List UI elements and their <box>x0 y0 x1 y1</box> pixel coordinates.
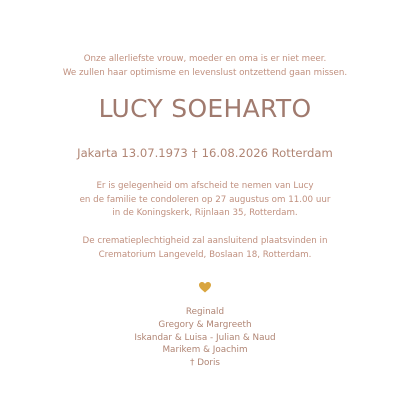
cremation-line: De crematieplechtigheid zal aansluitend plaatsvinden in <box>82 236 328 246</box>
birth-date: Jakarta 13.07.1973 <box>77 146 188 160</box>
intro-line: We zullen haar optimisme en levenslust ontzettend gaan missen. <box>62 67 348 78</box>
intro-text <box>0 53 410 80</box>
farewell-text <box>0 180 410 221</box>
cremation-text <box>0 235 410 262</box>
family-member: Iskandar & Luisa - Julian & Naud <box>134 332 276 343</box>
family-member: Marikem & Joachim <box>162 345 248 356</box>
cross-symbol: † <box>191 146 198 160</box>
family-member: Reginald <box>185 307 225 317</box>
life-dates <box>0 146 410 160</box>
family-list <box>0 306 410 370</box>
intro-line: Onze allerliefste vrouw, moeder en oma is er niet meer. <box>83 54 327 64</box>
farewell-line: Er is gelegenheid om afscheid te nemen van Lucy <box>96 181 314 191</box>
heart-icon <box>199 282 211 293</box>
deceased-name: LUCY SOEHARTO <box>98 94 312 123</box>
death-date: 16.08.2026 Rotterdam <box>201 146 333 160</box>
farewell-line: in de Koningskerk, Rijnlaan 35, Rotterdam. <box>112 208 298 218</box>
cremation-line: Crematorium Langeveld, Boslaan 18, Rotterdam. <box>98 249 312 260</box>
family-member: Gregory & Margreeth <box>158 319 252 330</box>
farewell-line: en de familie te condoleren op 27 augustus om 11.00 uur <box>79 194 331 205</box>
family-member: † Doris <box>190 358 220 369</box>
